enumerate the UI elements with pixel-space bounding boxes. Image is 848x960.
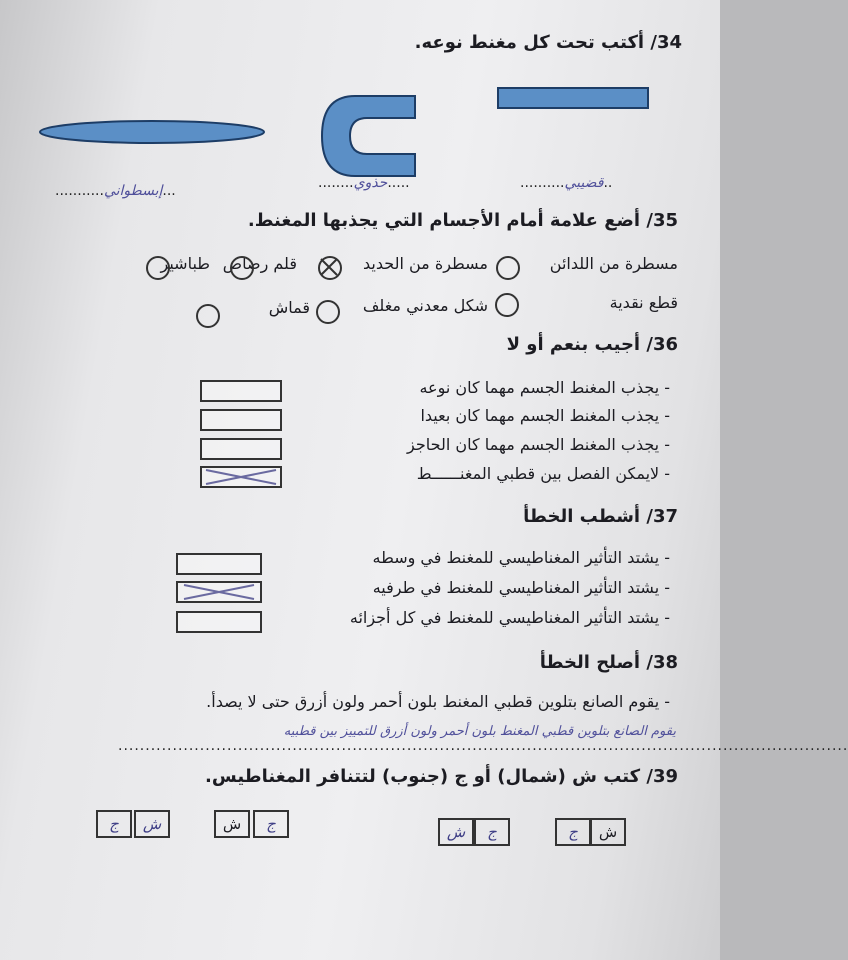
- q35-check-coins[interactable]: [495, 293, 519, 317]
- q36-item-3-text: يجذب المغنط الجسم مهما كان الحاجز: [407, 435, 660, 454]
- q35-check-pencil[interactable]: [230, 256, 254, 280]
- q35-option-pencil: قلم رصاص: [222, 254, 297, 273]
- q39-pair1-answer[interactable]: ج: [555, 818, 591, 846]
- q36-answer-box-2[interactable]: [200, 409, 282, 431]
- answer-horseshoe: حذوي: [353, 175, 388, 191]
- q35-check-cloth[interactable]: [196, 304, 220, 328]
- q36-title: 36/ أجيب بنعم أو لا: [506, 334, 678, 355]
- q39-pair1-pole-n[interactable]: ش: [590, 818, 626, 846]
- q37-item-3: - يشتد التأثير المغناطيسي للمغنط في كل أجزائه: [349, 608, 670, 627]
- answer-line-cylinder: ...........إبسطواني...: [55, 183, 176, 199]
- q37-x-mark-2: [178, 583, 262, 603]
- q36-item-1-text: يجذب المغنط الجسم مهما كان نوعه: [419, 378, 660, 397]
- answer-bar: قضيبي: [564, 175, 604, 191]
- q35-check-coated-metal[interactable]: [316, 300, 340, 324]
- answer-cylinder: إبسطواني: [103, 183, 163, 199]
- q35-option-coins: قطع نقدية: [609, 293, 678, 312]
- q36-answer-box-3[interactable]: [200, 438, 282, 460]
- q38-dotted-line: ......................................................................................................................................: [118, 738, 848, 754]
- q36-answer-box-1[interactable]: [200, 380, 282, 402]
- q38-handwritten-answer: يقوم الصانع بتلوين قطبي المغنط بلون أحمر ولون أزرق للتمييز بين قطبيه: [283, 724, 676, 739]
- q37-item-1: - يشتد التأثير المغناطيسي للمغنط في وسطه: [372, 548, 670, 567]
- q34-title: 34/ أكتب تحت كل مغنط نوعه.: [414, 32, 682, 53]
- q38-title: 38/ أصلح الخطأ: [539, 652, 678, 673]
- q36-item-2: - يجذب المغنط الجسم مهما كان بعيدا: [420, 406, 670, 425]
- answer-line-horseshoe: ........حذوي.....: [318, 175, 410, 191]
- q35-option-coated-metal: شكل معدني مغلف: [362, 296, 488, 315]
- q39-pair4-pole[interactable]: ش: [134, 810, 170, 838]
- q39-title: 39/ كتب ش (شمال) أو ج (جنوب) لتتنافر المغناطيس.: [205, 766, 678, 787]
- q37-item-3-text: يشتد التأثير المغناطيسي للمغنط في كل أجزائه: [349, 608, 660, 627]
- cylindrical-magnet-shape: [40, 121, 264, 143]
- q37-answer-box-1[interactable]: [176, 553, 262, 575]
- q39-pair2-pole[interactable]: ج: [474, 818, 510, 846]
- q35-option-chalk: طباشير: [160, 254, 210, 273]
- q35-x-mark-iron: [321, 259, 341, 279]
- q35-title: 35/ أضع علامة أمام الأجسام التي يجذبها المغنط.: [247, 210, 678, 231]
- q36-item-1: - يجذب المغنط الجسم مهما كان نوعه: [419, 378, 670, 397]
- q36-item-4: - لايمكن الفصل بين قطبي المغنــــــط: [416, 464, 670, 483]
- q35-option-iron-ruler: مسطرة من الحديد: [363, 254, 488, 273]
- q37-item-2: - يشتد التأثير المغناطيسي للمغنط في طرفيه: [372, 578, 670, 597]
- q38-sentence: - يقوم الصانع بتلوين قطبي المغنط بلون أحمر ولون أزرق حتى لا يصدأ.: [206, 692, 670, 711]
- q36-item-4-text: لايمكن الفصل بين قطبي المغنــــــط: [416, 464, 660, 483]
- q39-pair3-pole[interactable]: ش: [214, 810, 250, 838]
- q39-pair3-answer[interactable]: ج: [253, 810, 289, 838]
- horseshoe-magnet-shape: [322, 96, 415, 176]
- q39-pair2-answer[interactable]: ش: [438, 818, 474, 846]
- q37-title: 37/ أشطب الخطأ: [523, 506, 678, 527]
- q35-option-cloth: قماش: [268, 298, 310, 317]
- q36-item-2-text: يجذب المغنط الجسم مهما كان بعيدا: [420, 406, 660, 425]
- q36-x-mark-4: [202, 468, 282, 488]
- answer-line-bar: ..........قضيبي..: [520, 175, 613, 191]
- q35-check-chalk[interactable]: [146, 256, 170, 280]
- q37-item-2-text: يشتد التأثير المغناطيسي للمغنط في طرفيه: [372, 578, 660, 597]
- q36-item-3: - يجذب المغنط الجسم مهما كان الحاجز: [407, 435, 670, 454]
- q39-pair4-answer[interactable]: ج: [96, 810, 132, 838]
- q35-option-plastic-ruler: مسطرة من اللدائن: [549, 254, 678, 273]
- q37-answer-box-3[interactable]: [176, 611, 262, 633]
- q35-check-plastic-ruler[interactable]: [496, 256, 520, 280]
- q38-sentence-text: يقوم الصانع بتلوين قطبي المغنط بلون أحمر ولون أزرق حتى لا يصدأ.: [206, 692, 660, 711]
- bar-magnet-shape: [498, 88, 648, 108]
- q37-item-1-text: يشتد التأثير المغناطيسي للمغنط في وسطه: [372, 548, 660, 567]
